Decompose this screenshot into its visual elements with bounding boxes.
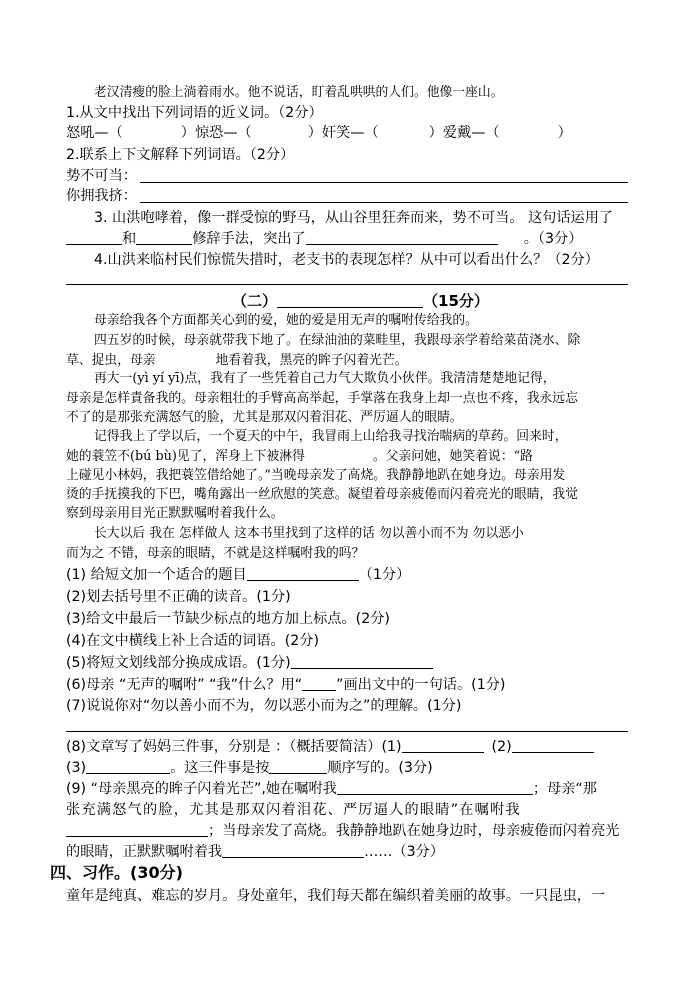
subquestion-8: (3) 。这三件事是按 顺序写的。(3分): [66, 760, 433, 776]
answer-blank: [291, 654, 433, 669]
question-1-words: 怒吼—（ ）惊恐—（ ）奸笑—（ ）爱戴—（ ）: [66, 125, 572, 141]
section-4-title: 四、习作。(30分): [50, 863, 183, 882]
subquestion-5: (5)将短文划线部分换成成语。(1分): [66, 654, 433, 672]
answer-blank: [337, 780, 533, 795]
question-3-blanks: 和 修辞手法，突出了 。（3分）: [66, 230, 582, 248]
answer-blank: [66, 822, 208, 837]
answer-line: [140, 202, 628, 203]
answer-blank: [222, 843, 364, 858]
passage-p3: 再大一(yì yí yī)点，我有了一些凭着自己力气大欺负小伙伴。我清清楚楚地记得，: [94, 371, 556, 386]
title-blank: [277, 293, 423, 308]
subquestion-6: (6)母亲 “无声的嘱咐” “我”什么？用“ ”画出文中的一句话。(1分): [66, 677, 506, 693]
section-4-prompt: 童年是纯真、难忘的岁月。身处童年，我们每天都在编织着美丽的故事。一只昆虫，一: [66, 888, 606, 904]
passage-p4: 上碰见小林妈，我把蓑笠借给她了。”当晚母亲发了高烧。我静静地趴在她身边。母亲用发: [66, 468, 566, 483]
answer-blank: [136, 230, 192, 245]
passage-p1: 母亲给我各个方面都关心到的爱，她的爱是用无声的嘱咐传给我的。: [94, 313, 478, 328]
subquestion-9: 的眼睛，正默默嘱咐着我 ……（3分）: [66, 844, 445, 860]
question-2-b: 你拥我挤：: [66, 188, 137, 204]
passage-p4: 她的蓑笠不(bú bù)见了，浑身上下被淋得 。父亲问她，她笑着说：“路: [66, 449, 533, 464]
passage-p5: 而为之 不错，母亲的眼睛，不就是这样嘱咐我的吗？: [66, 546, 365, 561]
answer-blank: [306, 230, 498, 245]
answer-blank: [402, 738, 484, 753]
subquestion-9: ；当母亲发了高烧。我静静地趴在她身边时，母亲疲倦而闪着亮光: [66, 822, 619, 840]
subquestion-2: (2)划去括号里不正确的读音。(1分): [66, 589, 291, 605]
subquestion-9: (9) “母亲黑亮的眸子闪着光芒”,她在嘱咐我 ；母亲“那: [66, 781, 597, 797]
passage-p3: 母亲是怎样責备我的。母亲粗壮的手臂高高举起，手掌落在我身上却一点也不疼，我永远忘: [66, 391, 578, 406]
answer-line: [140, 182, 628, 183]
section-2-title: （二） （15分）: [232, 292, 489, 310]
answer-blank: [269, 759, 327, 774]
passage-p2: 四五岁的时候，母亲就带我下地了。在绿油油的菜畦里，我跟母亲学着给菜苗浇水、除: [94, 333, 581, 348]
subquestion-8: (8)文章写了妈妈三件事，分别是 ：（概括要简洁）(1) (2): [66, 738, 594, 756]
answer-blank: [66, 230, 122, 245]
passage-p4: 察到母亲用目光正默默嘱咐着我什么。: [66, 506, 284, 521]
answer-blank: [247, 566, 359, 581]
intro-line: 老汉清瘦的脸上淌着雨水。他不说话，盯着乱哄哄的人们。他像一座山。: [94, 85, 504, 100]
question-2-a: 势不可当：: [66, 168, 137, 184]
subquestion-9: 张充满怒气的脸，尤其是那双闪着泪花、严厉逼人的眼睛”在嘱咐我: [66, 802, 521, 818]
subquestion-3: (3)给文中最后一节缺少标点的地方加上标点。(2分): [66, 611, 390, 627]
passage-p4: 记得我上了学以后，一个夏天的中午，我冒雨上山给我寻找治喘病的草药。回来时，: [94, 429, 568, 444]
passage-p5: 长大以后 我在 怎样做人 这本书里找到了这样的话 勿以善小而不为 勿以恶小: [94, 526, 524, 541]
answer-line: [66, 284, 628, 285]
answer-blank: [512, 738, 594, 753]
question-2: 2.联系上下文解释下列词语。（2分）: [66, 147, 295, 163]
passage-p4: 烫的手抚摸我的下巴，嘴角露出一丝欣慰的笑意。凝望着母亲疲倦而闪着亮光的眼睛，我觉: [66, 487, 578, 502]
answer-line: [66, 731, 628, 732]
passage-p2: 草、捉虫，母亲 地看着我，黑亮的眸子闪着光芒。: [66, 353, 408, 368]
answer-blank: [302, 676, 336, 691]
question-4: 4.山洪来临村民们惊慌失措时，老支书的表现怎样？从中可以看出什么？（2分）: [94, 252, 599, 268]
answer-blank: [86, 759, 170, 774]
question-1: 1.从文中找出下列词语的近义词。（2分）: [66, 105, 323, 121]
question-3: 3. 山洪咆哮着，像一群受惊的野马，从山谷里狂奔而来，势不可当。 这句话运用了: [94, 210, 614, 226]
subquestion-7: (7)说说你对“勿以善小而不为，勿以恶小而为之”的理解。(1分): [66, 698, 462, 714]
subquestion-4: (4)在文中横线上补上合适的词语。(2分): [66, 633, 320, 649]
subquestion-1: (1) 给短文加一个适合的题目 （1分）: [66, 567, 411, 583]
passage-p3: 不了的是那张充满怒气的脸，尤其是那双闪着泪花、严厉逼人的眼睛。: [66, 410, 463, 425]
